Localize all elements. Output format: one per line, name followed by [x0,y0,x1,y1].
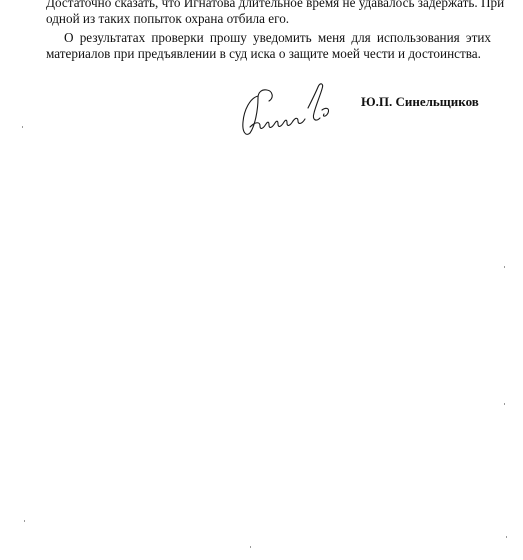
paragraph-line: материалов при предъявлении в суд иска о защите моей чести и достоинства. [46,46,481,61]
scan-speck [250,546,251,548]
paragraph-escape [46,0,505,27]
scan-speck [24,520,25,522]
handwritten-signature [236,80,336,144]
paragraph-request [46,30,491,62]
scan-speck [504,266,505,268]
paragraph-line: одной из таких попыток охрана отбила его. [46,11,290,26]
scan-speck [22,126,23,128]
paragraph-line: Достаточно сказать, что Игнатова длительное время не удавалось задержать. При [46,0,505,10]
signer-name: Ю.П. Синельщиков [361,94,479,109]
paragraph-line-text: О результатах проверки прошу уведомить меня для использования этих [64,30,491,45]
paragraph-line [46,30,491,46]
scan-speck [504,403,505,405]
scan-speck [506,536,507,538]
